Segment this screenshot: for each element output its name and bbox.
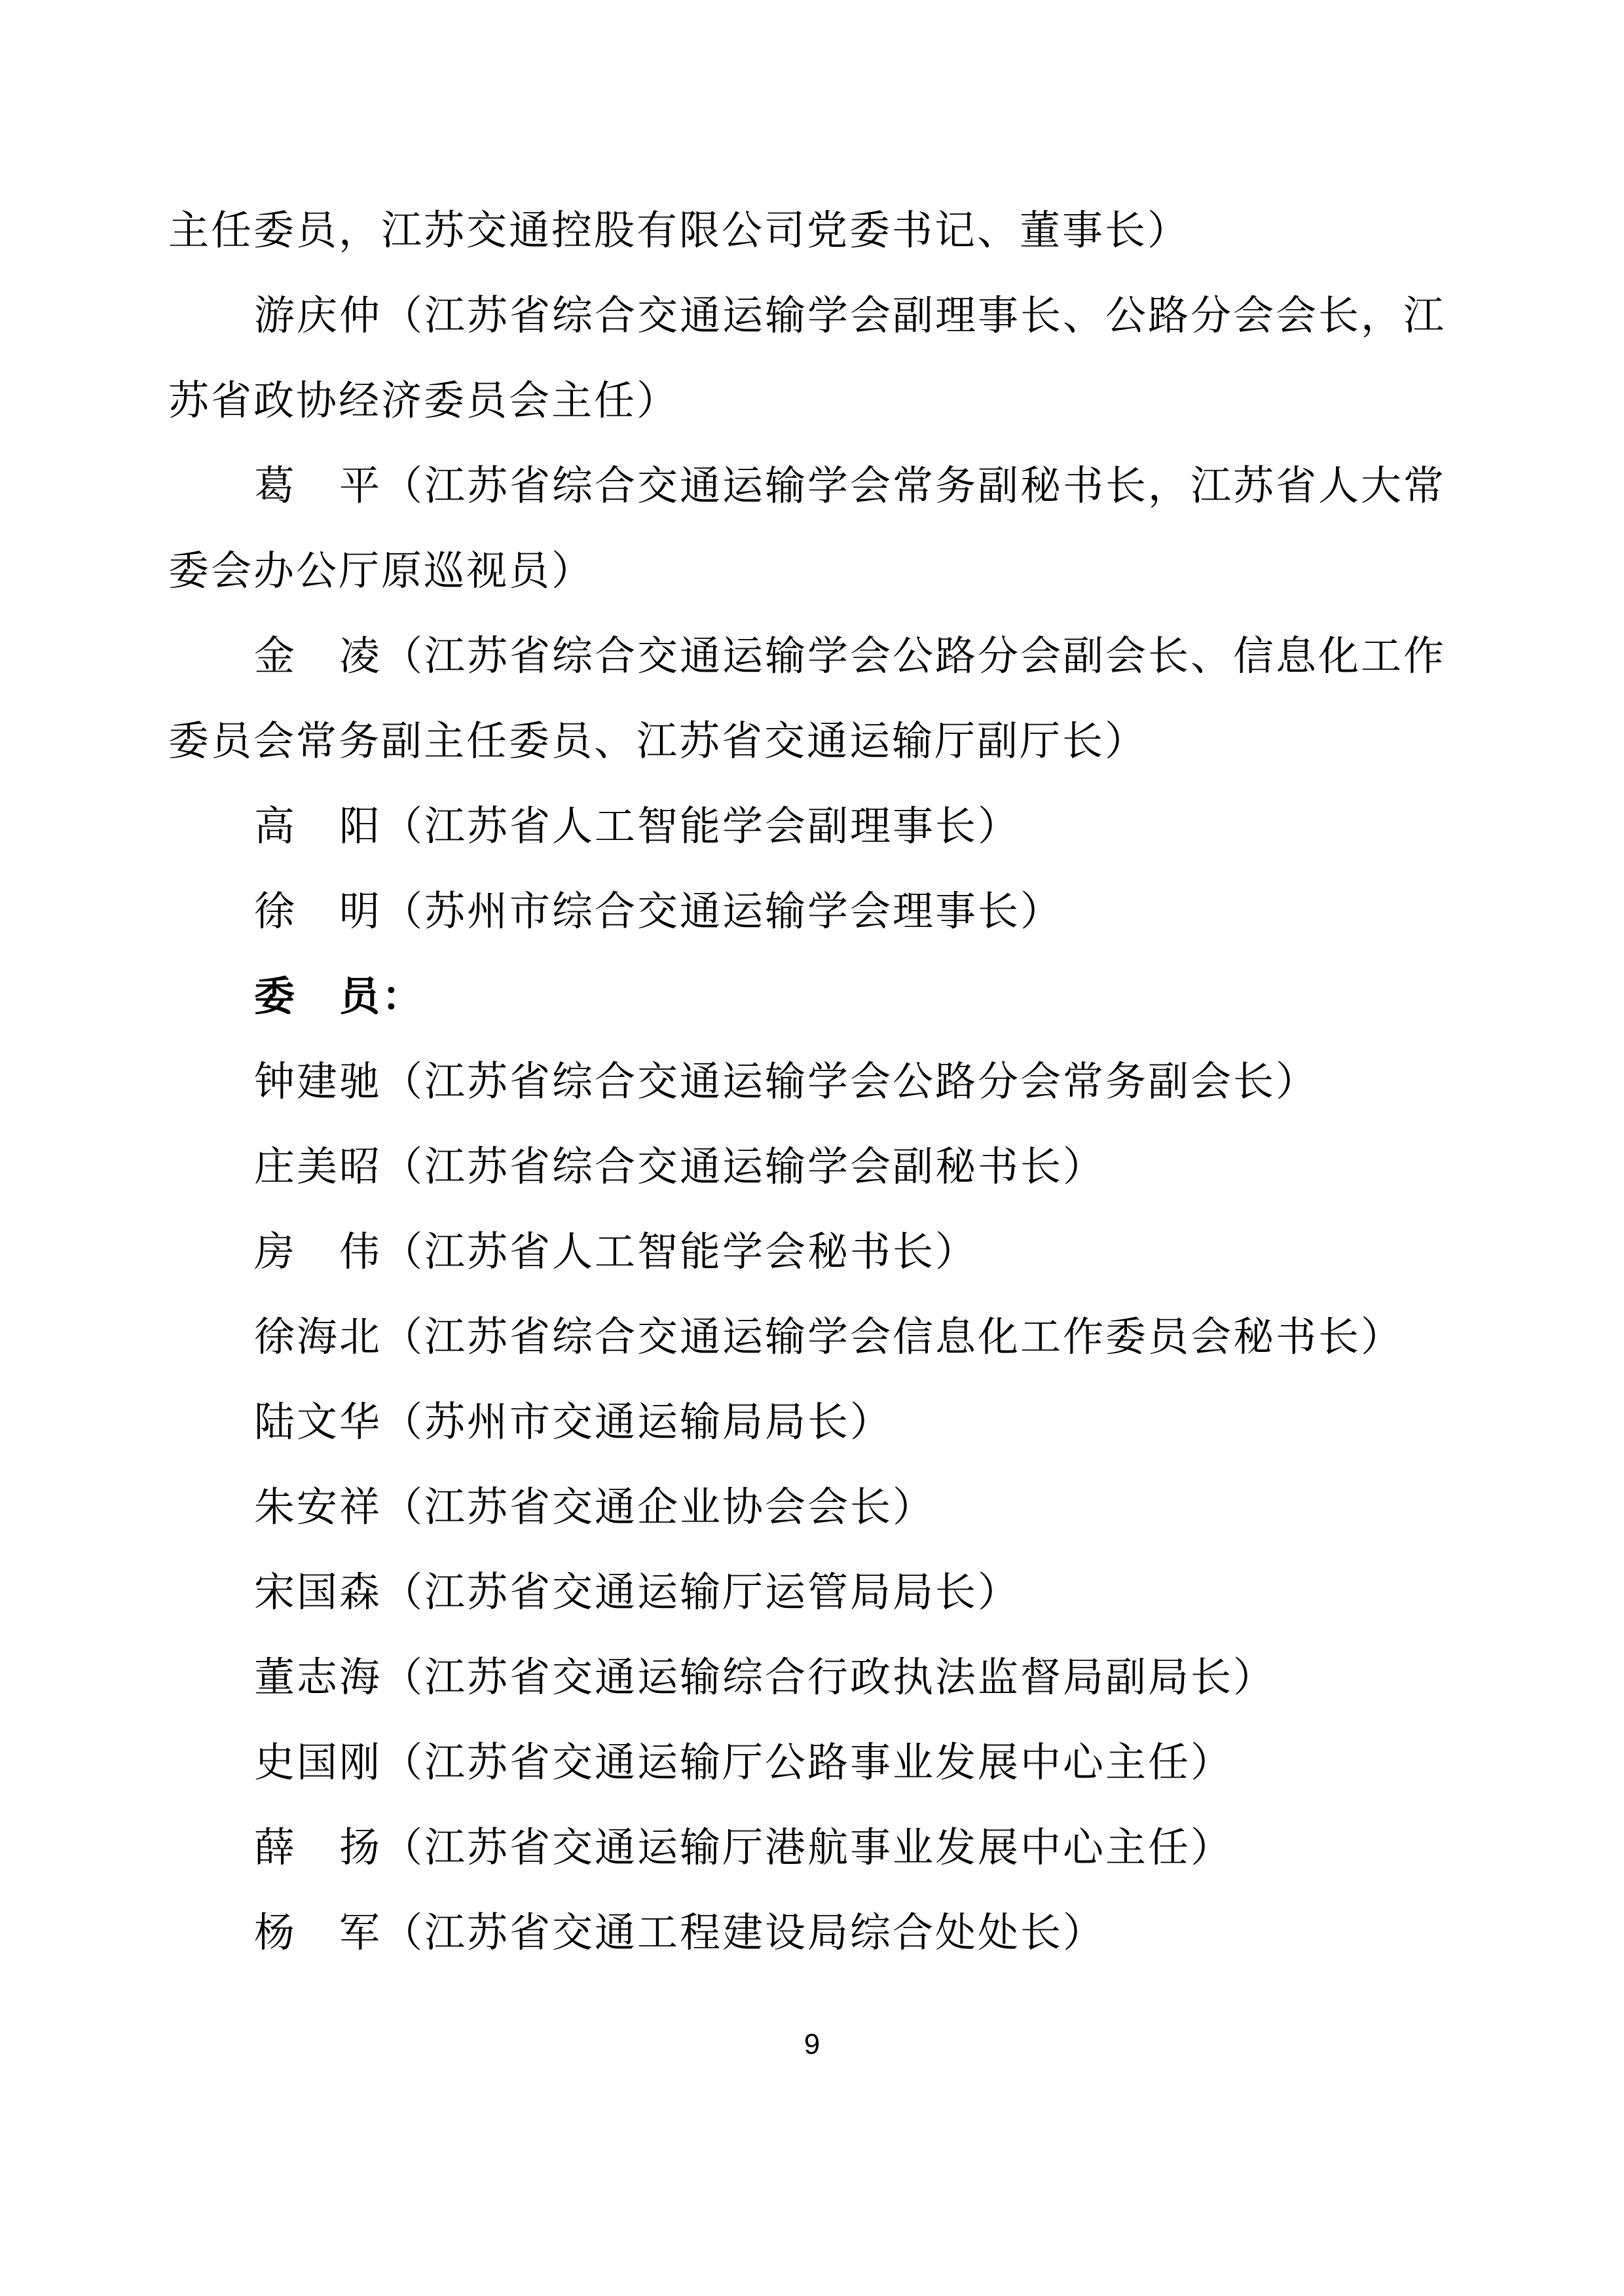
- text-line: 高 阳（江苏省人工智能学会副理事长）: [254, 805, 1021, 849]
- text-line: 金 凌（江苏省综合交通运输学会公路分会副会长、信息化工作: [254, 634, 1447, 679]
- text-line: 朱安祥（江苏省交通企业协会会长）: [254, 1485, 936, 1530]
- text-line: 宋国森（江苏省交通运输厅运管局局长）: [254, 1571, 1021, 1615]
- text-line: 主任委员，江苏交通控股有限公司党委书记、董事长）: [168, 209, 1190, 253]
- text-line: 钟建驰（江苏省综合交通运输学会公路分会常务副会长）: [254, 1060, 1319, 1104]
- text-line: 杨 军（江苏省交通工程建设局综合处处长）: [254, 1911, 1106, 1956]
- text-line: 苏省政协经济委员会主任）: [168, 379, 680, 424]
- text-line: 徐 明（苏州市综合交通运输学会理事长）: [254, 890, 1063, 934]
- text-line: 史国刚（江苏省交通运输厅公路事业发展中心主任）: [254, 1741, 1234, 1785]
- text-line: 董志海（江苏省交通运输综合行政执法监督局副局长）: [254, 1656, 1276, 1700]
- page-number: 9: [803, 2028, 821, 2060]
- text-line: 陆文华（苏州市交通运输局局长）: [254, 1400, 893, 1445]
- text-line: 庄美昭（江苏省综合交通运输学会副秘书长）: [254, 1145, 1106, 1190]
- text-line: 委会办公厅原巡视员）: [168, 549, 595, 594]
- document-body: [168, 189, 1462, 1976]
- text-line: 葛 平（江苏省综合交通运输学会常务副秘书长，江苏省人大常: [254, 464, 1447, 509]
- text-line: 房 伟（江苏省人工智能学会秘书长）: [254, 1230, 978, 1275]
- text-line: 游庆仲（江苏省综合交通运输学会副理事长、公路分会会长，江: [254, 294, 1447, 338]
- text-line: 委员会常务副主任委员、江苏省交通运输厅副厅长）: [168, 720, 1148, 764]
- text-line: 徐海北（江苏省综合交通运输学会信息化工作委员会秘书长）: [254, 1315, 1404, 1360]
- text-line: 薛 扬（江苏省交通运输厅港航事业发展中心主任）: [254, 1826, 1234, 1870]
- section-heading-members: 委 员：: [254, 974, 425, 1019]
